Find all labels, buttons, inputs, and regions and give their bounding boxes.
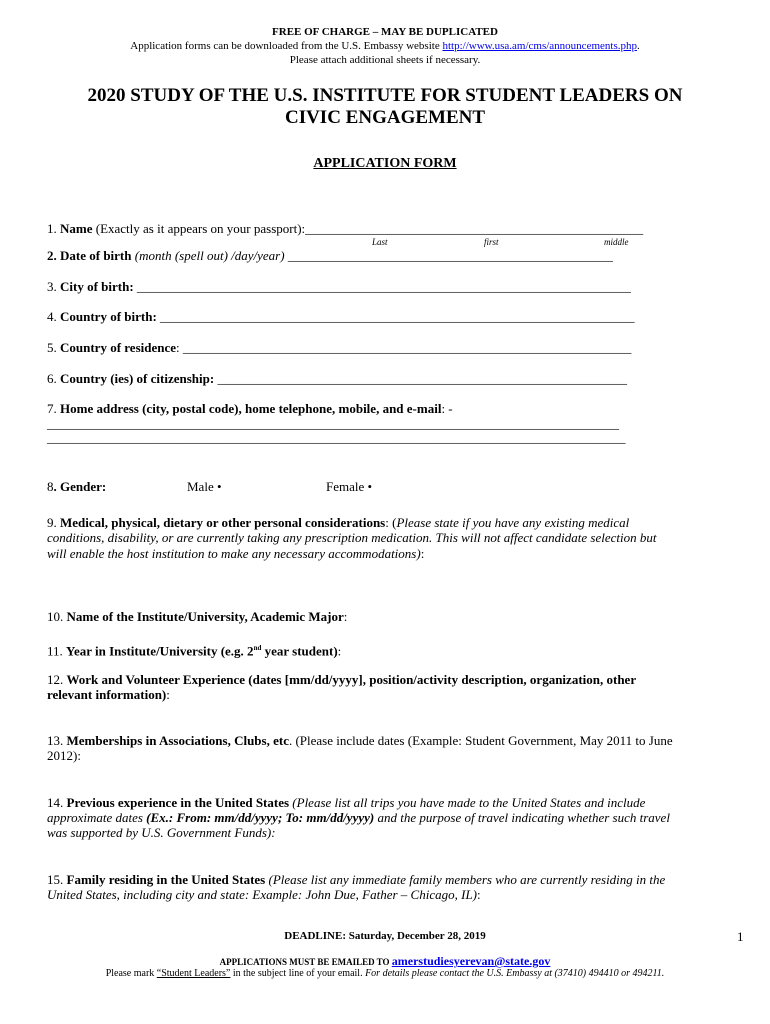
gender-female-option[interactable] [326,479,372,495]
field-addr-num: 7. [47,401,60,416]
download-note-text: Application forms can be downloaded from the U.S. Embassy website [130,40,443,52]
field-year [47,640,727,659]
field-usx-row2 [47,810,747,826]
field-year-label2: year student) [261,643,338,659]
email-instructions-text: APPLICATIONS MUST BE EMAILED TO [219,957,392,967]
hint-middle: middle [604,237,629,247]
hint-first: first [484,237,499,247]
field-institute [47,609,727,625]
field-fam-row2 [47,887,727,903]
field-inst-num: 10. [47,609,67,624]
form-subtitle: APPLICATION FORM [313,156,457,171]
field-gender-label: . Gender: [53,479,107,494]
field-cor-num: 5. [47,340,60,355]
field-med-num: 9. [47,515,60,530]
field-mem-num: 13. [47,733,67,748]
subject-note-mid: in the subject line of your email. [230,968,366,979]
field-country-of-birth[interactable] [47,309,727,325]
field-mem-desc1: . (Please include dates (Example: Student Government, May 2011 to June [288,733,673,748]
field-name-num: 1. [47,221,60,236]
field-citizenship[interactable] [47,371,727,387]
page-title-line1: 2020 STUDY OF THE U.S. INSTITUTE FOR STUDENT LEADERS ON [87,85,683,106]
field-dob-line[interactable]: __________________________________________________ [287,248,613,263]
field-cob-line[interactable]: _________________________________________________________________________ [156,309,635,324]
gender-male-bullet-icon[interactable]: • [216,479,222,494]
field-usx-desc2a: approximate dates [47,810,147,825]
field-addr-label: Home address (city, postal code), home telephone, mobile, and e-mail [60,401,442,416]
field-name-line[interactable]: ____________________________________________________ [305,221,644,236]
gender-female-label: Female [326,479,365,494]
field-med-end: : [420,546,425,561]
page-title-line2: CIVIC ENGAGEMENT [284,107,486,128]
field-dob-label: 2. Date of birth [47,248,132,263]
field-addr-line1[interactable]: ________________________________________________________________________________________ [47,416,619,431]
field-fam-num: 15. [47,872,67,887]
field-addr-colon: : - [441,401,453,416]
email-link[interactable]: amerstudiesyerevan@state.gov [391,954,551,968]
field-year-sup: nd [253,644,262,652]
field-city-num: 3. [47,279,60,294]
field-dob-desc: (month (spell out) /day/year) [131,248,288,263]
field-med-desc1: Please state if you have any existing medical [396,515,630,530]
gender-male-option[interactable] [187,479,222,495]
field-date-of-birth[interactable] [47,248,727,264]
deadline-text: DEADLINE: Saturday, December 28, 2019 [284,930,486,942]
field-home-address[interactable] [47,401,727,417]
field-fam-desc2: United States, including city and state: Example: John Due, Father – Chicago, IL) [47,887,477,902]
field-addr-line2[interactable]: _________________________________________________________________________________________ [47,430,626,445]
gender-male-label: Male [187,479,214,494]
field-fam-desc1: (Please list any immediate family members who are currently residing in the [265,872,666,887]
field-year-num: 11. [47,643,67,659]
field-gender [47,479,727,495]
subject-note-mark: “Student Leaders” [156,968,231,979]
email-instructions [0,954,770,969]
field-name-desc: (Exactly as it appears on your passport): [92,221,306,236]
field-year-colon: : [337,643,342,659]
field-mem-desc2: 2012): [47,748,81,763]
field-cor-label: Country of residence [60,340,177,355]
header-attach-note: Please attach additional sheets if necessary. [289,54,481,66]
download-note-end: . [636,40,640,52]
field-med-label: Medical, physical, dietary or other personal considerations [60,515,386,530]
field-usx-desc1: (Please list all trips you have made to the United States and include [289,795,646,810]
subject-note [0,968,770,979]
field-city-of-birth[interactable] [47,279,727,295]
header-free-of-charge: FREE OF CHARGE – MAY BE DUPLICATED [272,26,498,38]
field-medical [47,515,727,531]
field-city-label: City of birth: [60,279,134,294]
field-cit-num: 6. [47,371,60,386]
announcements-link[interactable]: http://www.usa.am/cms/announcements.php [442,40,637,52]
field-cob-num: 4. [47,309,60,324]
page-number: 1 [737,929,744,944]
field-usx-label: Previous experience in the United States [66,795,290,810]
field-med-desc3: will enable the host institution to make any necessary accommodations) [47,546,421,561]
field-us-experience [47,795,747,811]
gender-female-bullet-icon[interactable]: • [367,479,373,494]
field-work-colon: : [166,687,170,702]
field-work-row2 [47,687,727,703]
field-work-num: 12. [47,672,67,687]
field-inst-label: Name of the Institute/University, Academic Major [66,609,344,624]
field-cor-colon: : [176,340,183,355]
hint-last: Last [372,237,388,247]
field-usx-desc3: was supported by U.S. Government Funds): [47,825,276,840]
field-city-line[interactable]: ____________________________________________________________________________ [133,279,631,294]
field-fam-label: Family residing in the United States [66,872,266,887]
field-med-paren: : ( [385,515,397,530]
field-country-of-residence[interactable] [47,340,727,356]
field-usx-dates: (Ex.: From: mm/dd/yyyy; To: mm/dd/yyyy) [146,810,375,825]
field-cob-label: Country of birth: [60,309,157,324]
field-work [47,672,727,688]
field-work-label1: Work and Volunteer Experience (dates [mm/dd/yyyy], position/activity description, organization, other [66,672,637,687]
field-year-label: Year in Institute/University (e.g. 2 [66,643,254,659]
field-memberships [47,733,747,749]
subject-note-prefix: Please mark [105,968,157,979]
field-name-label: Name [60,221,93,236]
field-cit-line[interactable]: _______________________________________________________________ [214,371,627,386]
field-gender-num: 8 [47,479,54,494]
field-cor-line[interactable]: _____________________________________________________________________ [182,340,632,355]
field-family-us [47,872,747,888]
field-usx-num: 14. [47,795,67,810]
field-inst-colon: : [343,609,348,624]
subject-note-contact: For details please contact the U.S. Embassy at (37410) 494410 or 494211. [365,968,665,979]
field-name[interactable] [47,221,727,237]
field-fam-end: : [477,887,481,902]
field-med-desc3-row [47,546,727,562]
field-med-desc2: conditions, disability, or are currently taking any prescription medication. This will not affect candidate selection but [47,530,657,545]
field-work-label2: relevant information) [47,687,167,702]
header-download-note [0,40,770,53]
field-mem-label: Memberships in Associations, Clubs, etc [66,733,289,748]
field-cit-label: Country (ies) of citizenship: [60,371,215,386]
field-usx-desc2b: and the purpose of travel indicating whether such travel [374,810,670,825]
